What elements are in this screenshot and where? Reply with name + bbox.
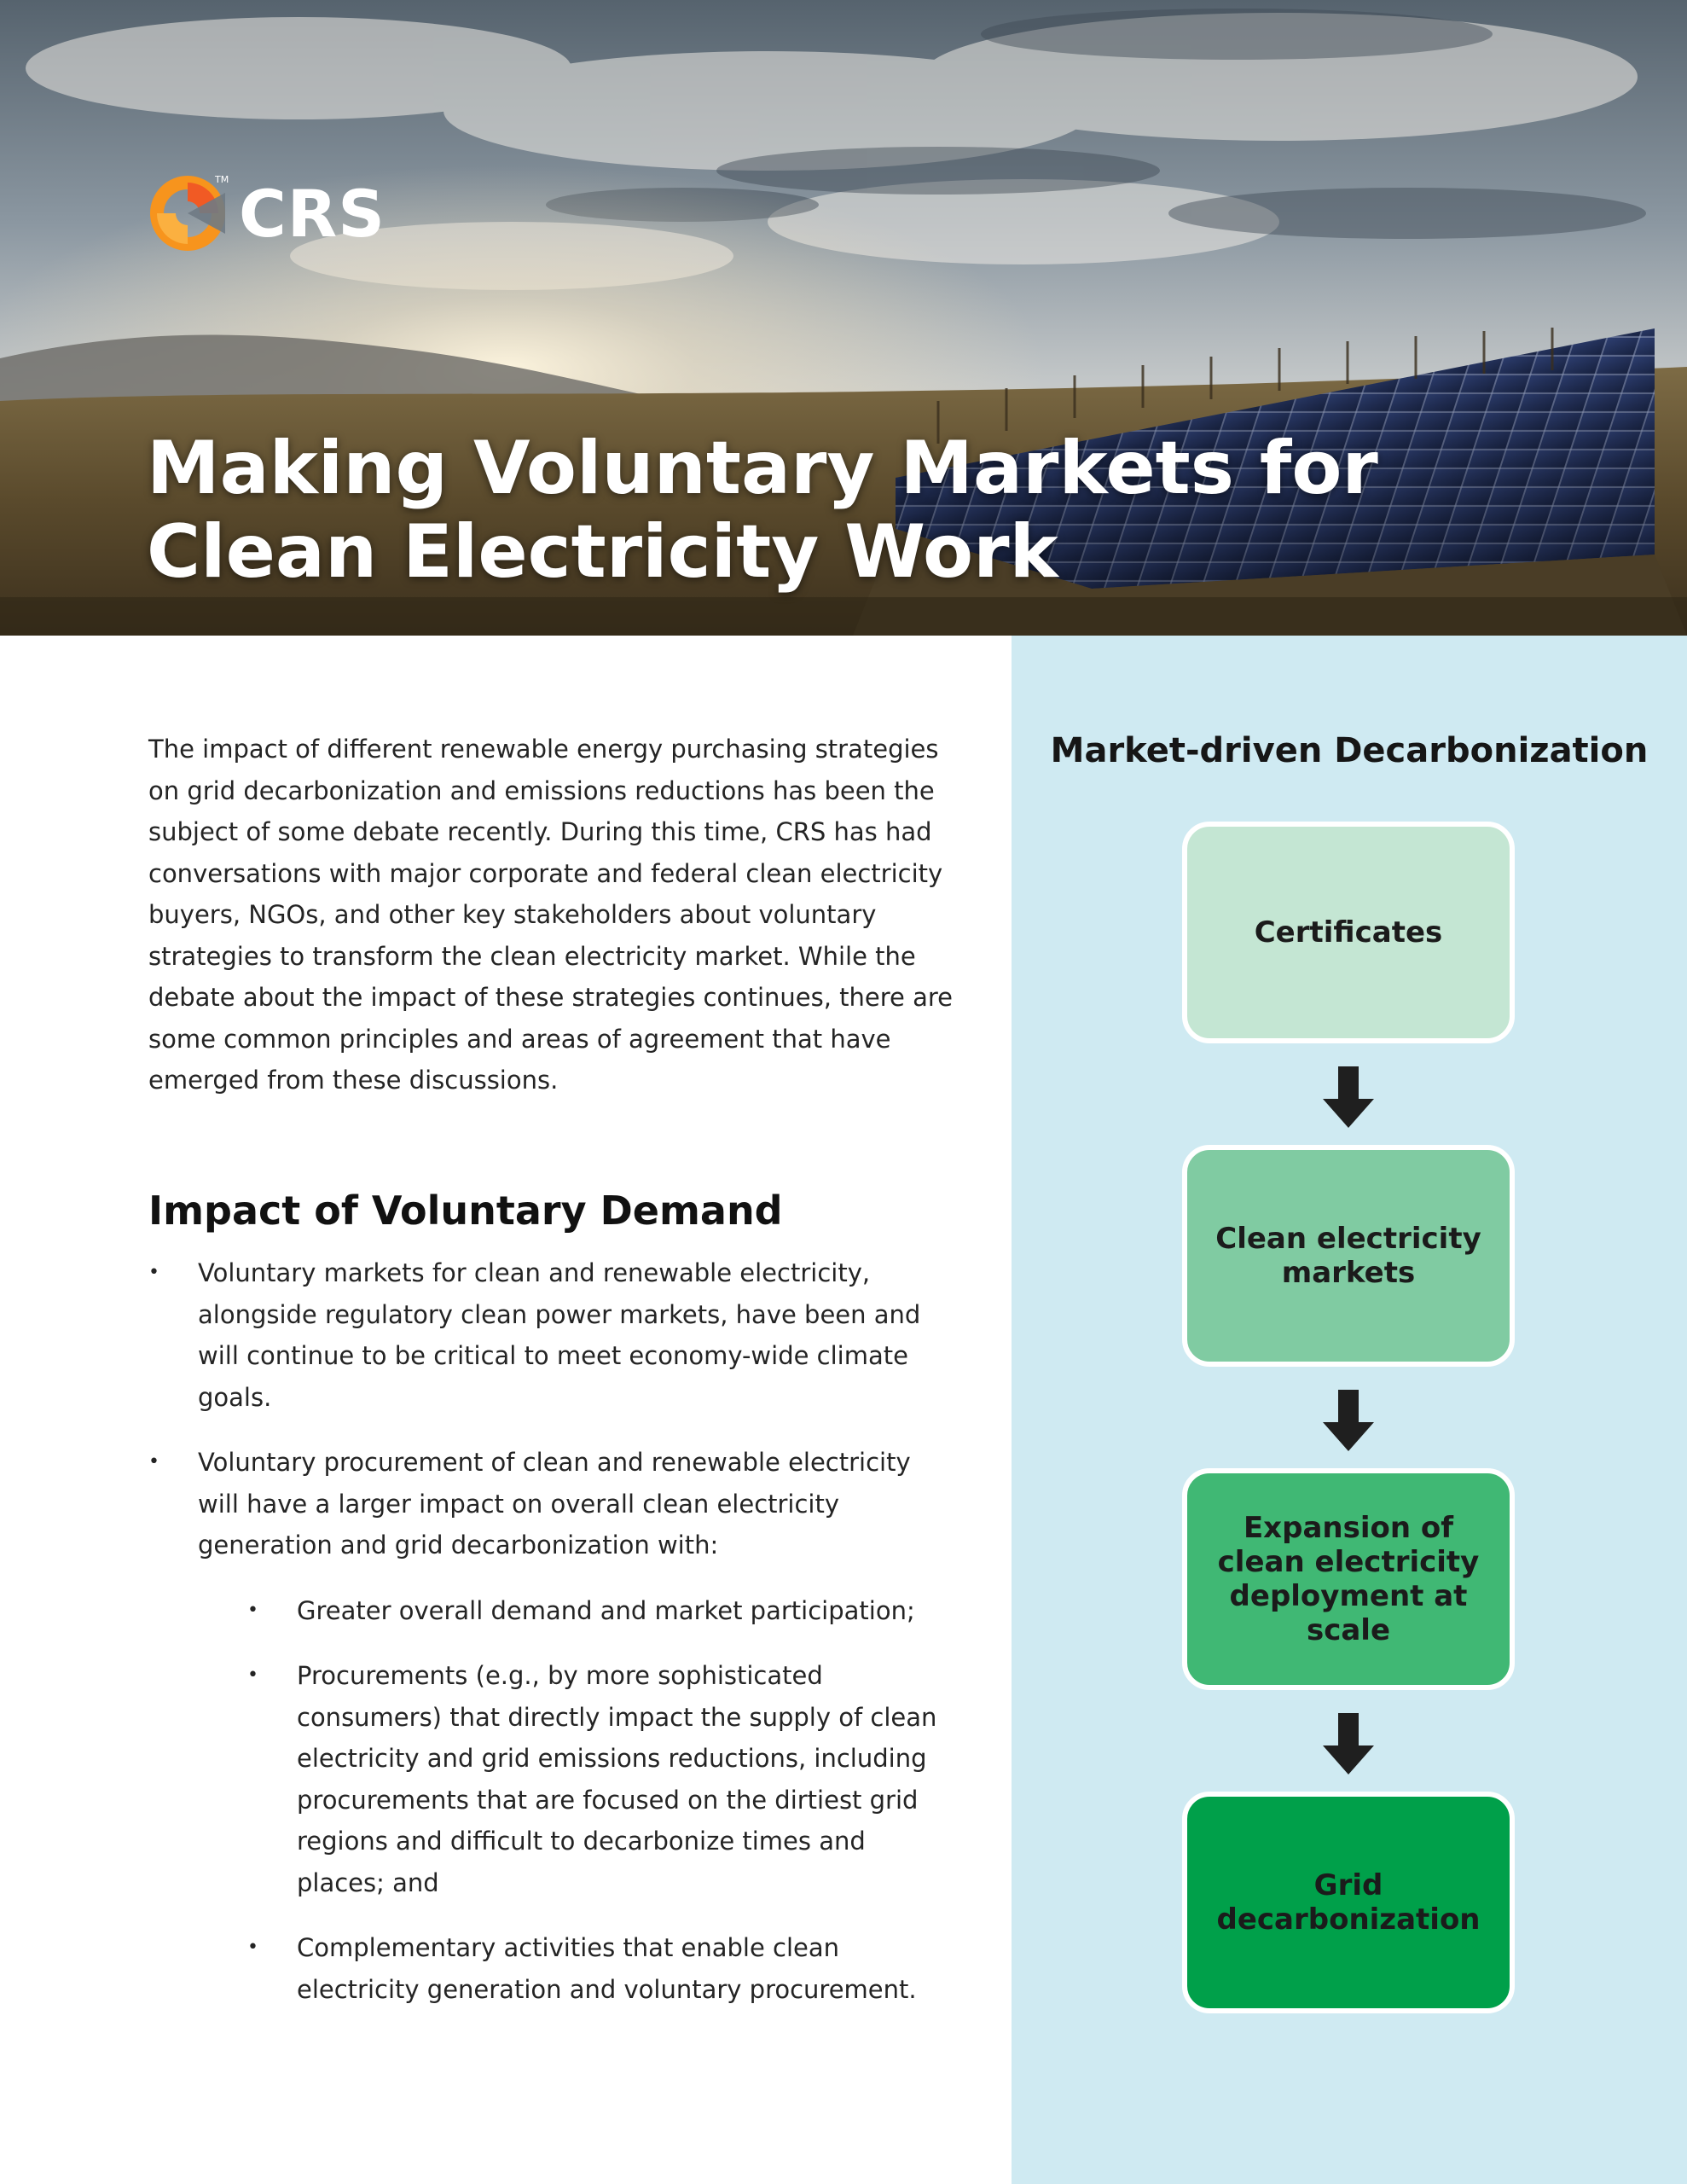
flow-step-certificates: Certificates — [1182, 822, 1515, 1043]
sub-bullet-item: • Greater overall demand and market participation; — [198, 1590, 959, 1632]
crs-logo-wordmark: CRS — [239, 175, 386, 252]
arrow-down-icon — [1321, 1390, 1376, 1451]
page-title — [147, 427, 1511, 594]
page-title-line: Clean Electricity Work — [147, 509, 1058, 595]
sub-bullet-item: • Complementary activities that enable clean electricity generation and voluntary procurement. — [198, 1927, 959, 2010]
trademark-symbol: TM — [215, 174, 229, 185]
arrow-down-icon — [1321, 1066, 1376, 1128]
bullet-text: Voluntary markets for clean and renewable electricity, alongside regulatory clean power markets, have been and will continue to be critical to meet economy-wide climate goals. — [198, 1258, 921, 1412]
flow-step-grid-decarbonization: Grid decarbonization — [1182, 1792, 1515, 2013]
side-panel — [1012, 636, 1687, 2184]
sub-bullet-item: • Procurements (e.g., by more sophisticated consumers) that directly impact the supply of clean electricity and grid emissions reductions, including procurements that are focused on the dirtiest grid regions and difficult to decarbonize times and places; and — [198, 1655, 959, 1903]
flow-step-clean-electricity-markets: Clean electricity markets — [1182, 1145, 1515, 1367]
crs-logo-mark-icon — [150, 176, 225, 251]
panel-title: Market-driven Decarbonization — [1050, 731, 1649, 770]
section-heading: Impact of Voluntary Demand — [148, 1188, 783, 1234]
arrow-down-icon — [1321, 1713, 1376, 1774]
intro-paragraph: The impact of different renewable energy purchasing strategies on grid decarbonization and emissions reductions has been the subject of some debate recently. During this time, CRS has had conversations with major corporate and federal clean electricity buyers, NGOs, and other key stakeholders about voluntary strategies to transform the clean electricity market. While the debate about the impact of these strategies continues, there are some common principles and areas of agreement that have emerged from these discussions. — [148, 735, 954, 1095]
flow-step-expansion-of-deployment: Expansion of clean electricity deployment at scale — [1182, 1468, 1515, 1690]
crs-logo — [150, 171, 386, 256]
sub-bullet-list — [198, 1590, 959, 2011]
hero-banner — [0, 0, 1687, 636]
bullet-list — [148, 1252, 959, 2034]
bullet-text: Voluntary procurement of clean and renewable electricity will have a larger impact on overall clean electricity generation and grid decarbonization with: — [198, 1448, 911, 1560]
page-title-line: Making Voluntary Markets for — [147, 426, 1378, 511]
bullet-item — [148, 1252, 959, 1418]
bullet-item — [148, 1442, 959, 2010]
